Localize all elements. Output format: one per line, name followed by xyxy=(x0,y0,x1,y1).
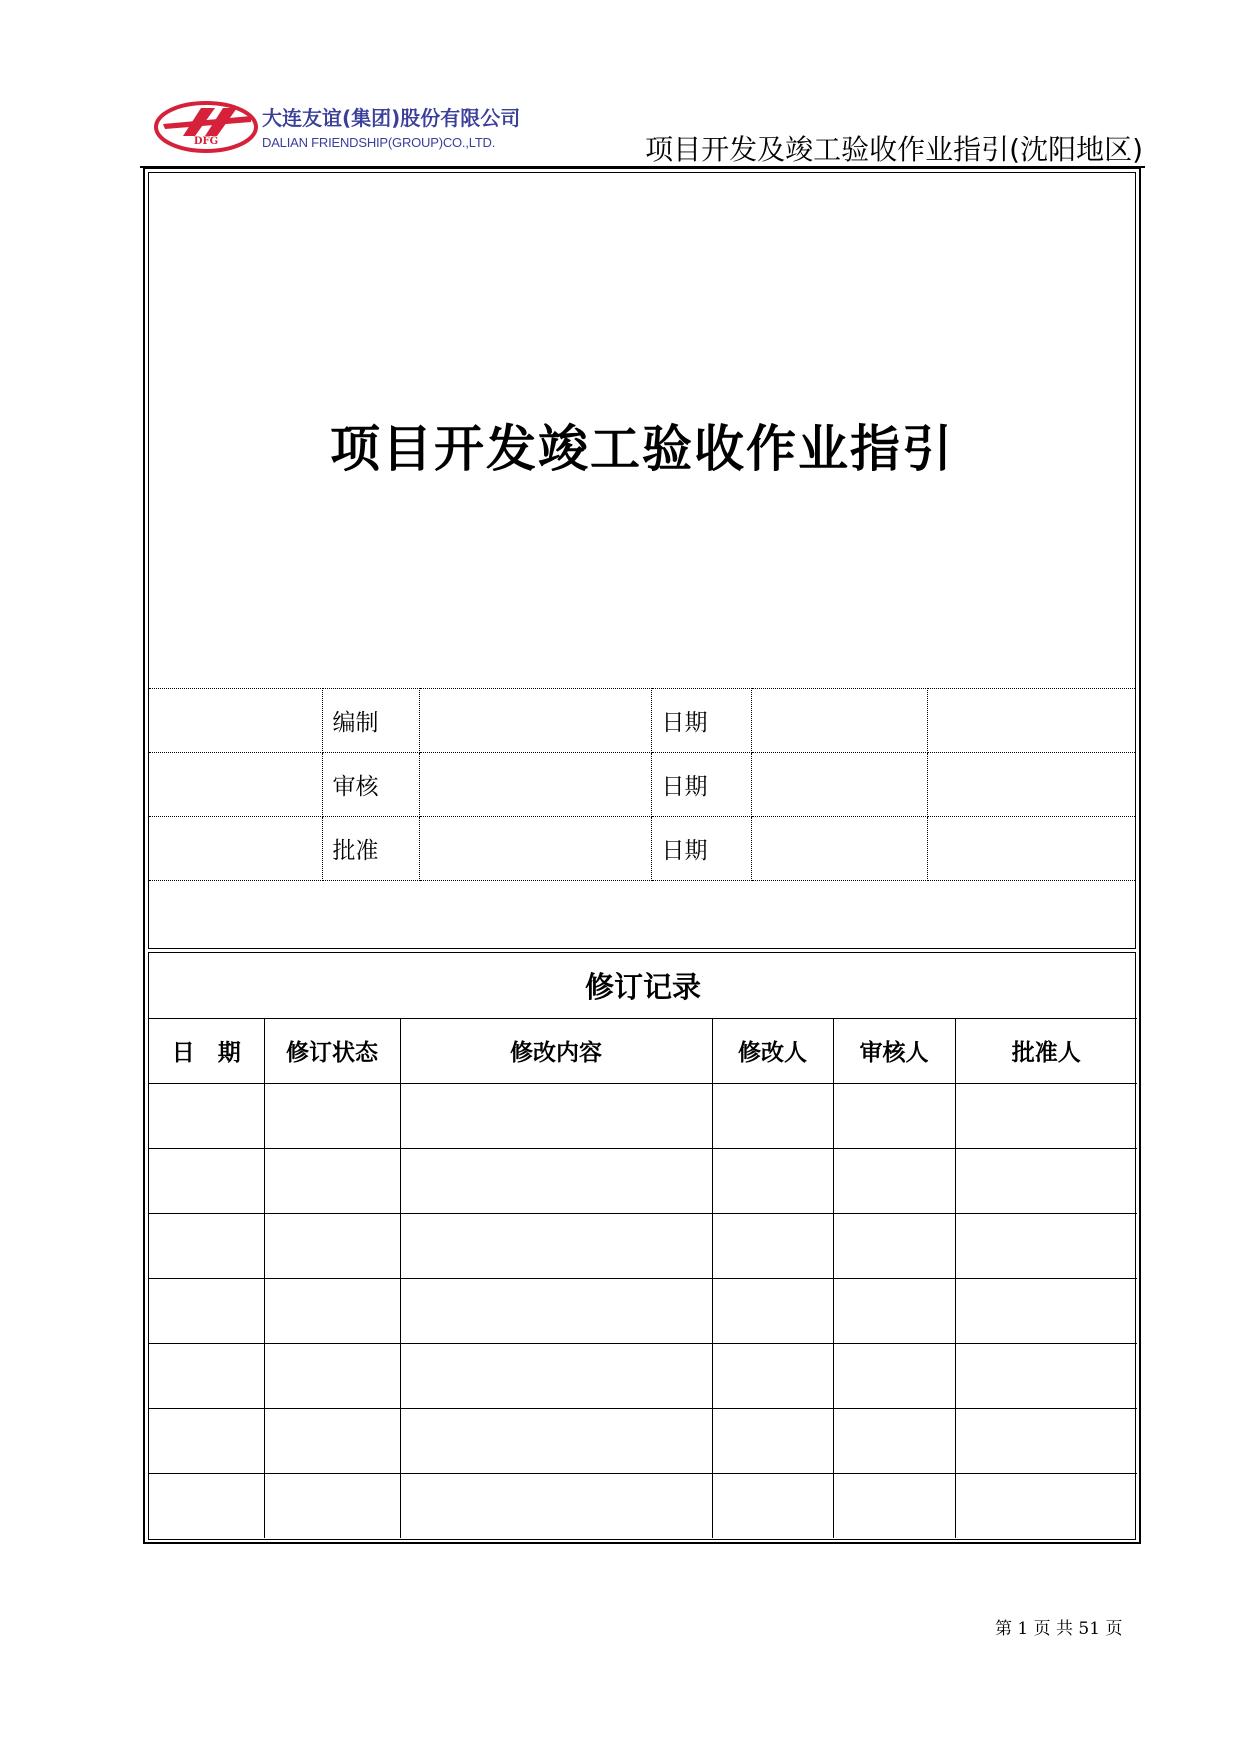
revision-header-date: 日 期 xyxy=(149,1018,264,1083)
revision-cell xyxy=(264,1343,400,1408)
revision-header-status: 修订状态 xyxy=(264,1018,400,1083)
revision-cell xyxy=(955,1473,1137,1538)
cover-title: 项目开发竣工验收作业指引 xyxy=(330,420,954,478)
revision-row xyxy=(149,1083,1137,1148)
revision-cell xyxy=(264,1408,400,1473)
revision-cell xyxy=(712,1343,833,1408)
approval-signature-cell xyxy=(419,689,651,753)
approval-blank-cell xyxy=(927,689,1135,753)
logo-text: DFG xyxy=(193,136,219,147)
revision-cell xyxy=(149,1148,264,1213)
revision-table xyxy=(149,953,1137,1538)
approval-label: 编制 xyxy=(322,689,419,753)
revision-header-content: 修改内容 xyxy=(400,1018,712,1083)
revision-row xyxy=(149,1473,1137,1538)
revision-cell xyxy=(712,1083,833,1148)
company-name-cn: 大连友谊(集团)股份有限公司 xyxy=(262,106,521,130)
revision-row xyxy=(149,1213,1137,1278)
revision-row xyxy=(149,1343,1137,1408)
revision-cell xyxy=(149,1213,264,1278)
company-name xyxy=(262,102,520,150)
approval-row xyxy=(149,817,1135,881)
revision-row xyxy=(149,1408,1137,1473)
approval-row xyxy=(149,689,1135,753)
approval-blank-cell xyxy=(149,817,322,881)
cover-frame xyxy=(143,167,1141,1544)
approval-date-label: 日期 xyxy=(651,753,751,817)
revision-cell xyxy=(712,1278,833,1343)
approval-date-label: 日期 xyxy=(651,689,751,753)
approval-date-cell xyxy=(751,689,927,753)
approval-date-cell xyxy=(751,817,927,881)
revision-cell xyxy=(264,1473,400,1538)
revision-cell xyxy=(712,1408,833,1473)
revision-cell xyxy=(955,1343,1137,1408)
revision-cell xyxy=(955,1408,1137,1473)
page-number: 第 1 页 共 51 页 xyxy=(995,1619,1123,1639)
approval-label: 审核 xyxy=(322,753,419,817)
company-name-en: DALIAN FRIENDSHIP(GROUP)CO.,LTD. xyxy=(262,135,496,150)
approval-date-label: 日期 xyxy=(651,817,751,881)
revision-header-reviewer: 审核人 xyxy=(833,1018,955,1083)
revision-cell xyxy=(149,1083,264,1148)
revision-cell xyxy=(833,1473,955,1538)
approval-table xyxy=(149,688,1135,946)
revision-cell xyxy=(400,1148,712,1213)
page-header xyxy=(145,90,1147,168)
approval-label: 批准 xyxy=(322,817,419,881)
revision-record-section xyxy=(148,952,1136,1540)
revision-cell xyxy=(149,1473,264,1538)
revision-cell xyxy=(400,1083,712,1148)
document-header-title: 项目开发及竣工验收作业指引(沈阳地区) xyxy=(645,133,1143,166)
revision-cell xyxy=(712,1148,833,1213)
approval-blank-cell xyxy=(927,753,1135,817)
revision-cell xyxy=(833,1343,955,1408)
revision-cell xyxy=(264,1278,400,1343)
revision-cell xyxy=(149,1408,264,1473)
revision-row xyxy=(149,1278,1137,1343)
revision-cell xyxy=(264,1083,400,1148)
revision-title: 修订记录 xyxy=(149,953,1137,1018)
revision-cell xyxy=(833,1278,955,1343)
revision-cell xyxy=(264,1213,400,1278)
revision-cell xyxy=(955,1278,1137,1343)
revision-cell xyxy=(400,1278,712,1343)
approval-blank-cell xyxy=(927,817,1135,881)
revision-cell xyxy=(400,1213,712,1278)
revision-cell xyxy=(833,1083,955,1148)
revision-header-approver: 批准人 xyxy=(955,1018,1137,1083)
revision-cell xyxy=(955,1148,1137,1213)
revision-row xyxy=(149,1148,1137,1213)
revision-cell xyxy=(955,1083,1137,1148)
approval-date-cell xyxy=(751,753,927,817)
revision-cell xyxy=(149,1278,264,1343)
revision-cell xyxy=(833,1408,955,1473)
revision-cell xyxy=(400,1473,712,1538)
approval-signature-cell xyxy=(419,753,651,817)
revision-cell xyxy=(264,1148,400,1213)
revision-cell xyxy=(955,1213,1137,1278)
revision-cell xyxy=(833,1213,955,1278)
approval-blank-cell xyxy=(149,753,322,817)
revision-cell xyxy=(149,1343,264,1408)
revision-cell xyxy=(833,1148,955,1213)
approval-spacer-row xyxy=(149,881,1135,946)
revision-cell xyxy=(400,1408,712,1473)
approval-row xyxy=(149,753,1135,817)
revision-header-modifier: 修改人 xyxy=(712,1018,833,1083)
revision-cell xyxy=(400,1343,712,1408)
approval-blank-cell xyxy=(149,689,322,753)
revision-cell xyxy=(712,1473,833,1538)
dfg-logo-icon xyxy=(153,96,263,156)
revision-cell xyxy=(712,1213,833,1278)
cover-section xyxy=(148,172,1136,949)
approval-signature-cell xyxy=(419,817,651,881)
approval-spacer-cell xyxy=(149,881,1135,946)
revision-header-row xyxy=(149,1018,1137,1083)
